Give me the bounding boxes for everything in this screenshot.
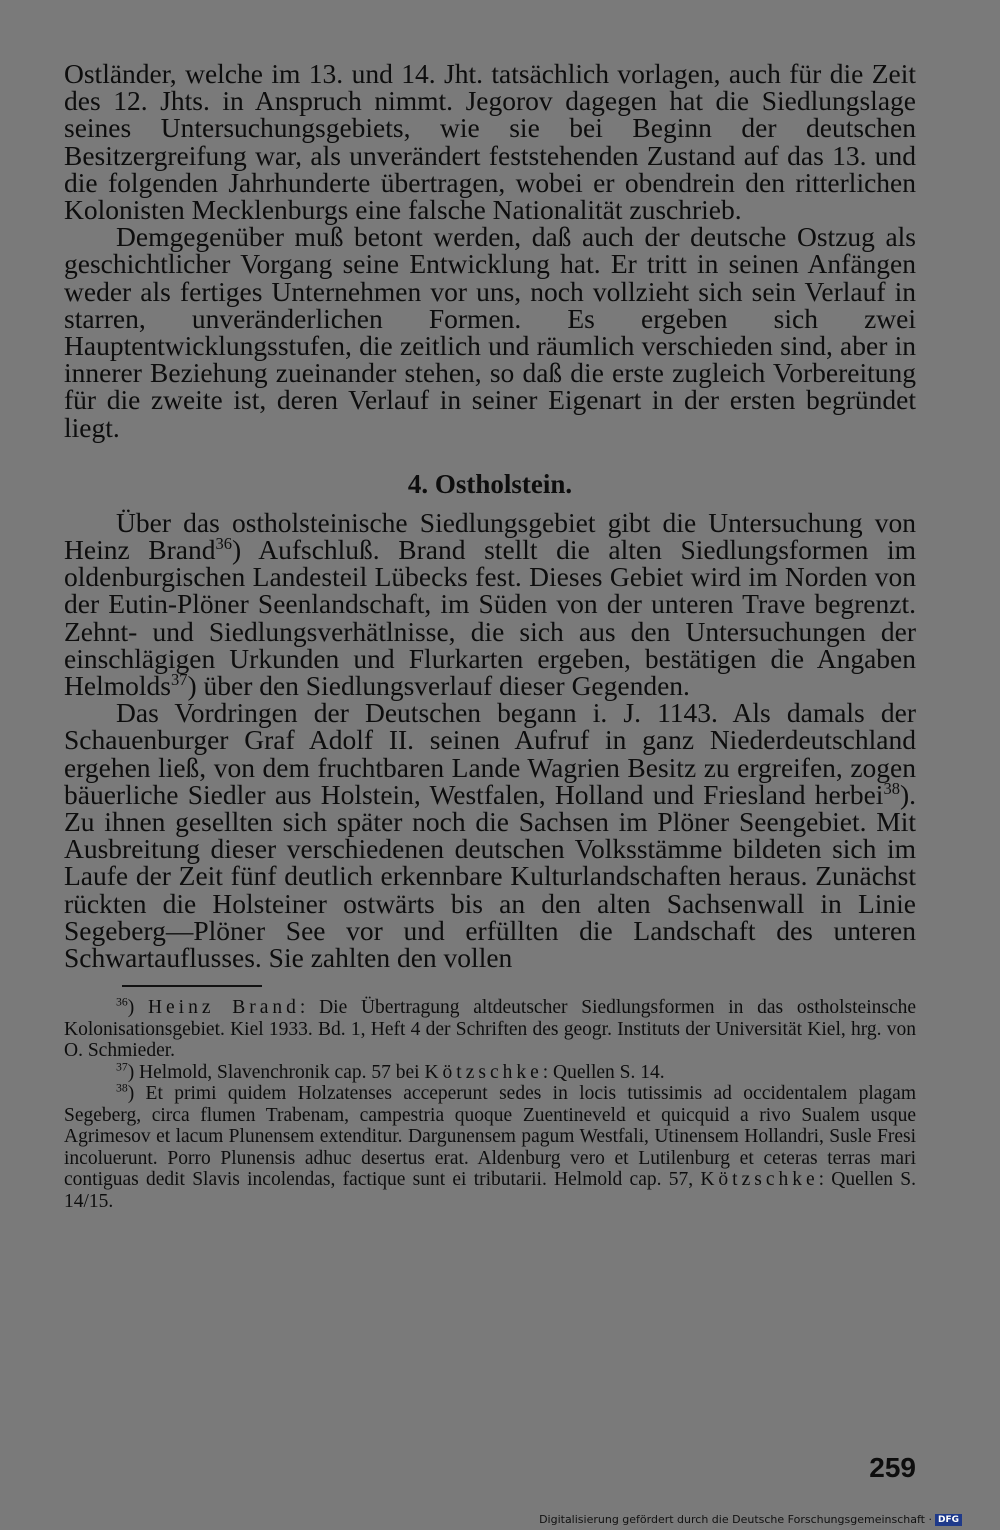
footnote-36: $^{36}$) Heinz Brand: Die Übertragung altdeutscher Siedlungsformen in das ostholsteinsche Kolonisationsgebiet. Kiel 1933. Bd. 1, Heft 4 der Schriften des geogr. Instituts der Universität Kiel, hrg. von O. Schmieder. <box>64 995 917 1062</box>
footnote-37 <box>64 1062 916 1084</box>
footnote-text: : Quellen S. 14. <box>542 1061 665 1083</box>
footnote-number: 36 <box>116 995 128 1009</box>
footnote-divider <box>122 985 262 987</box>
footnote-number: 37 <box>116 1060 128 1074</box>
footnote-author: Heinz Brand <box>147 997 300 1019</box>
footnote-number: 38 <box>116 1081 128 1095</box>
footnote-text: ) Helmold, Slavenchronik cap. 57 bei <box>127 1061 425 1083</box>
footnotes <box>64 997 916 1212</box>
footnote-text: : Die Übertragung altdeutscher Siedlungsformen in das ostholsteinsche Kolonisationsgebiet. Kiel 1933. Bd. 1, Heft 4 der Schriften des geogr. Instituts der Universität Kiel, hrg. von O. Schmieder. <box>64 997 917 1062</box>
footnote-text: : Quellen S. 14/15. <box>64 1169 916 1212</box>
paragraph-4 <box>64 697 916 974</box>
paragraph-1: Ostländer, welche im 13. und 14. Jht. tatsächlich vorlagen, auch für die Zeit des 12. Jhts. in Anspruch nimmt. Jegorov dagegen hat die Siedlungslage seines Untersuchungsgebiets, wie sie bei Beginn der deutschen Besitzergreifung war, als unverändert feststehenden Zustand auf das 13. und die folgenden Jahrhunderte übertragen, wobei er obendrein den ritterlichen Kolonisten Mecklenburgs eine falsche Nationalität zuschrieb. <box>64 58 916 226</box>
text-run: ). Zu ihnen gesellten sich später noch die Sachsen im Plöner Seengebiet. Mit Ausbreitung dieser verschiedenen deutschen Volksstämme bildeten sich im Laufe der Zeit fünf deutlich erkennbare Kulturlandschaften heraus. Zunächst rückten die Holsteiner ostwärts bis an den alten Sachsenwall in Linie Segeberg—Plöner See vor und erfüllten die Landschaft des unteren Schwartauflusses. Sie zahlten den vollen <box>64 778 916 974</box>
paragraph-2: Demgegenüber muß betont werden, daß auch der deutsche Ostzug als geschichtlicher Vorgang seine Entwicklung hat. Er tritt in seinen Anfängen weder als fertiges Unternehmen vor uns, noch vollzieht sich sein Verlauf in starren, unveränderlichen Formen. Es ergeben sich zwei Hauptentwicklungsstufen, die zeitlich und räumlich verschieden sind, aber in innerer Beziehung zueinander stehen, so daß die erste zugleich Vorbereitung für die zweite ist, deren Verlauf in seiner Eigenart in der ersten begründet liegt. <box>64 221 916 443</box>
digitization-credit <box>539 1513 962 1526</box>
footnote-ref-38[interactable]: 38 <box>883 778 900 798</box>
credit-text: Digitalisierung gefördert durch die Deutsche Forschungsgemeinschaft · <box>539 1513 932 1526</box>
footnote-author: Kötzschke <box>424 1061 543 1083</box>
footnote-text: ) Et primi quidem Holzatenses acceperunt sedes in locis tutissimis ad occidentalem plagam Segeberg, circa flumen Trabenam, campestria quoque Zuentineveld et quicquid a rivo Sualem usque Agrimesov et lacum Plunensem extenditur. Dargunensem pagum Westfali, Utinensem Hollandri, Susle Fresi incoluerunt. Porro Plunensis adhuc desertus erat. Aldenburg vero et Lutilenburg et ceteras terras mari contiguas dedit Slavis incolendas, factique sunt ei tributarii. Helmold cap. 57, <box>64 1083 916 1191</box>
footnote-38 <box>64 1083 916 1212</box>
dfg-logo: DFG <box>935 1514 962 1526</box>
page-number: 259 <box>869 1452 916 1483</box>
section-heading: 4. Ostholstein. <box>407 468 573 499</box>
text-run: Über das ostholsteinische Siedlungsgebiet gibt die Untersuchung von Heinz Brand <box>64 506 916 566</box>
body-text <box>64 58 916 974</box>
text-run: Das Vordringen der Deutschen begann i. J. 1143. Als damals der Schauenburger Graf Adolf II. seinen Aufruf in ganz Niederdeutschland ergehen ließ, von dem fruchtbaren Lande Wagrien Besitz zu ergreifen, zogen bäuerliche Siedler aus Holstein, Westfalen, Holland und Friesland herbei <box>64 697 916 810</box>
footnote-author: Kötzschke <box>700 1169 819 1191</box>
text-run: ) über den Siedlungsverlauf dieser Gegenden. <box>187 670 690 702</box>
footnote-ref-37[interactable]: 37 <box>170 669 188 689</box>
page-content <box>64 60 916 1212</box>
text-run: ) Aufschluß. Brand stellt die alten Siedlungsformen im oldenburgischen Landesteil Lübecks fest. Dieses Gebiet wird im Norden von der Eutin-Plöner Seenlandschaft, im Süden von der unteren Trave begrenzt. Zehnt- und Siedlungsverhätlnisse, die sich aus den Untersuchungen der einschlägigen Urkunden und Flurkarten ergeben, bestätigen die Angaben Helmolds <box>64 534 916 702</box>
paragraph-3 <box>64 506 916 702</box>
footnote-ref-36[interactable]: 36 <box>215 533 232 553</box>
